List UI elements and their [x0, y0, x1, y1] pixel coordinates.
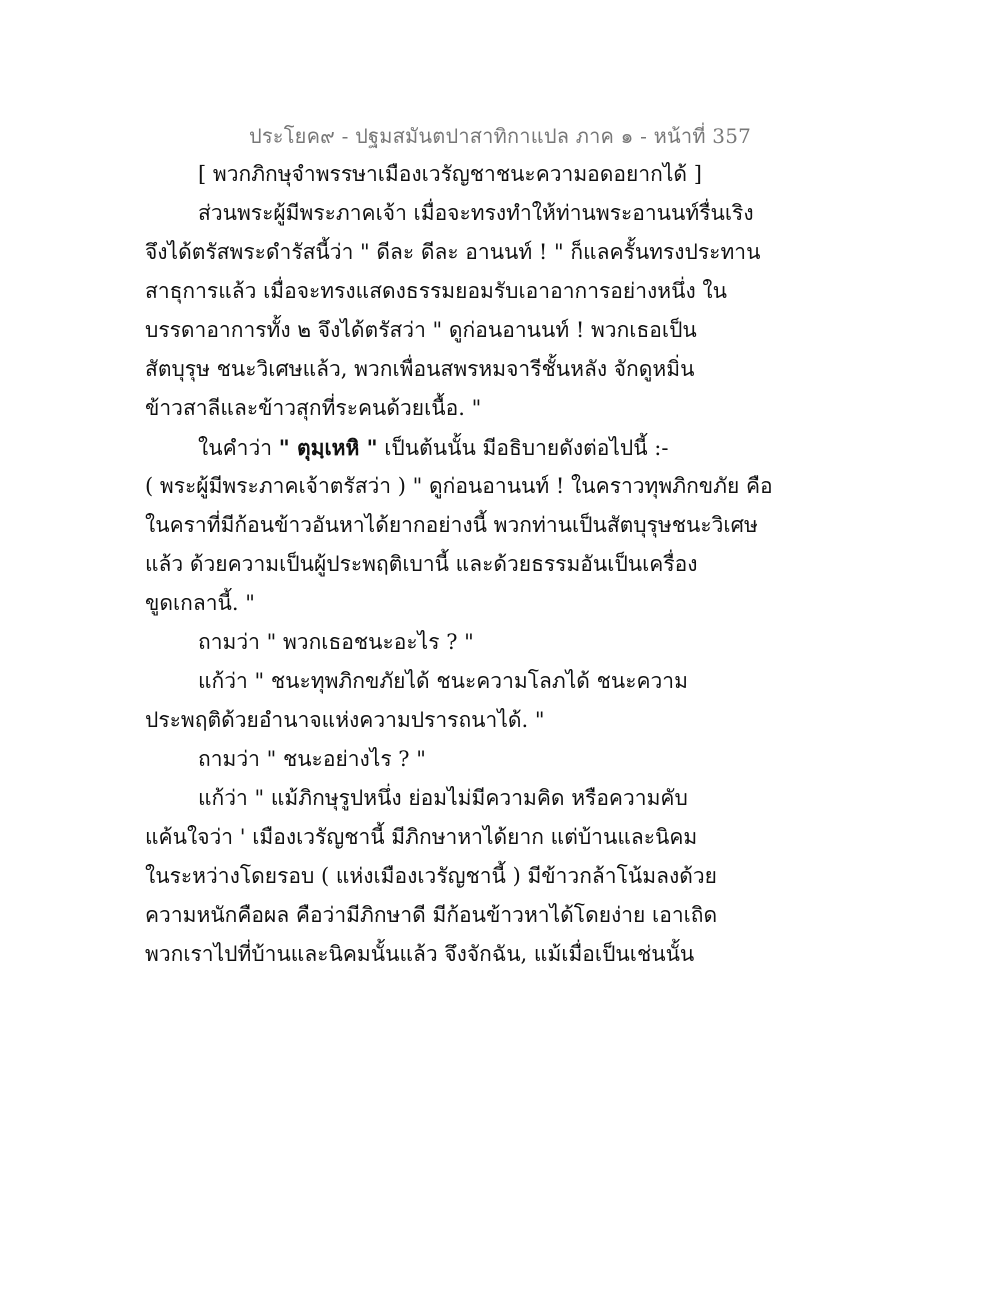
paragraph-line: ประพฤติด้วยอำนาจแห่งความปรารถนาได้. " — [145, 708, 545, 732]
section-heading: [ พวกภิกษุจำพรรษาเมืองเวรัญชาชนะความอดอยากได้ ] — [198, 162, 702, 186]
pali-term: " ตุมฺเหหิ " — [278, 435, 378, 460]
paragraph-line: จึงได้ตรัสพระดำรัสนี้ว่า " ดีละ ดีละ อานนท์ ! " ก็แลครั้นทรงประทาน — [145, 240, 761, 264]
paragraph-line: ถามว่า " ชนะอย่างไร ? " — [198, 747, 426, 771]
paragraph-line: แก้ว่า " แม้ภิกษุรูปหนึ่ง ย่อมไม่มีความคิด หรือความคับ — [198, 786, 688, 810]
paragraph-line: ส่วนพระผู้มีพระภาคเจ้า เมื่อจะทรงทำให้ท่านพระอานนท์รื่นเริง — [198, 201, 754, 225]
paragraph-line: บรรดาอาการทั้ง ๒ จึงได้ตรัสว่า " ดูก่อนอานนท์ ! พวกเธอเป็น — [145, 318, 697, 342]
text-segment: เป็นต้นนั้น มีอธิบายดังต่อไปนี้ :- — [377, 436, 669, 460]
paragraph-line: แก้ว่า " ชนะทุพภิกขภัยได้ ชนะความโลภได้ ชนะความ — [198, 669, 688, 693]
paragraph-line: ในระหว่างโดยรอบ ( แห่งเมืองเวรัญชานี้ ) มีข้าวกล้าโน้มลงด้วย — [145, 864, 717, 888]
paragraph-line: ถามว่า " พวกเธอชนะอะไร ? " — [198, 630, 474, 654]
body-text — [145, 155, 845, 974]
paragraph-line — [145, 428, 845, 467]
paragraph-line: ขูดเกลานี้. " — [145, 591, 255, 615]
paragraph-line: แล้ว ด้วยความเป็นผู้ประพฤติเบานี้ และด้วยธรรมอันเป็นเครื่อง — [145, 552, 698, 576]
paragraph-line: สาธุการแล้ว เมื่อจะทรงแสดงธรรมยอมรับเอาอาการอย่างหนึ่ง ใน — [145, 279, 727, 303]
paragraph-line: ข้าวสาลีและข้าวสุกที่ระคนด้วยเนื้อ. " — [145, 396, 482, 420]
paragraph-line: สัตบุรุษ ชนะวิเศษแล้ว, พวกเพื่อนสพรหมจารีชั้นหลัง จักดูหมิ่น — [145, 357, 695, 381]
paragraph-line: ความหนักคือผล คือว่ามีภิกษาดี มีก้อนข้าวหาได้โดยง่าย เอาเถิด — [145, 903, 718, 927]
paragraph-line: ( พระผู้มีพระภาคเจ้าตรัสว่า ) " ดูก่อนอานนท์ ! ในคราวทุพภิกขภัย คือ — [145, 474, 773, 498]
paragraph-line: ในคราที่มีก้อนข้าวอันหาได้ยากอย่างนี้ พวกท่านเป็นสัตบุรุษชนะวิเศษ — [145, 513, 758, 537]
paragraph-line: พวกเราไปที่บ้านและนิคมนั้นแล้ว จึงจักฉัน, แม้เมื่อเป็นเช่นนั้น — [145, 942, 695, 966]
paragraph-line: แค้นใจว่า ' เมืองเวรัญชานี้ มีภิกษาหาได้ยาก แต่บ้านและนิคม — [145, 825, 698, 849]
running-header: ประโยค๙ - ปฐมสมันตปาสาทิกาแปล ภาค ๑ - หน้าที่ 357 — [248, 124, 752, 148]
text-segment: ในคำว่า — [198, 436, 279, 460]
